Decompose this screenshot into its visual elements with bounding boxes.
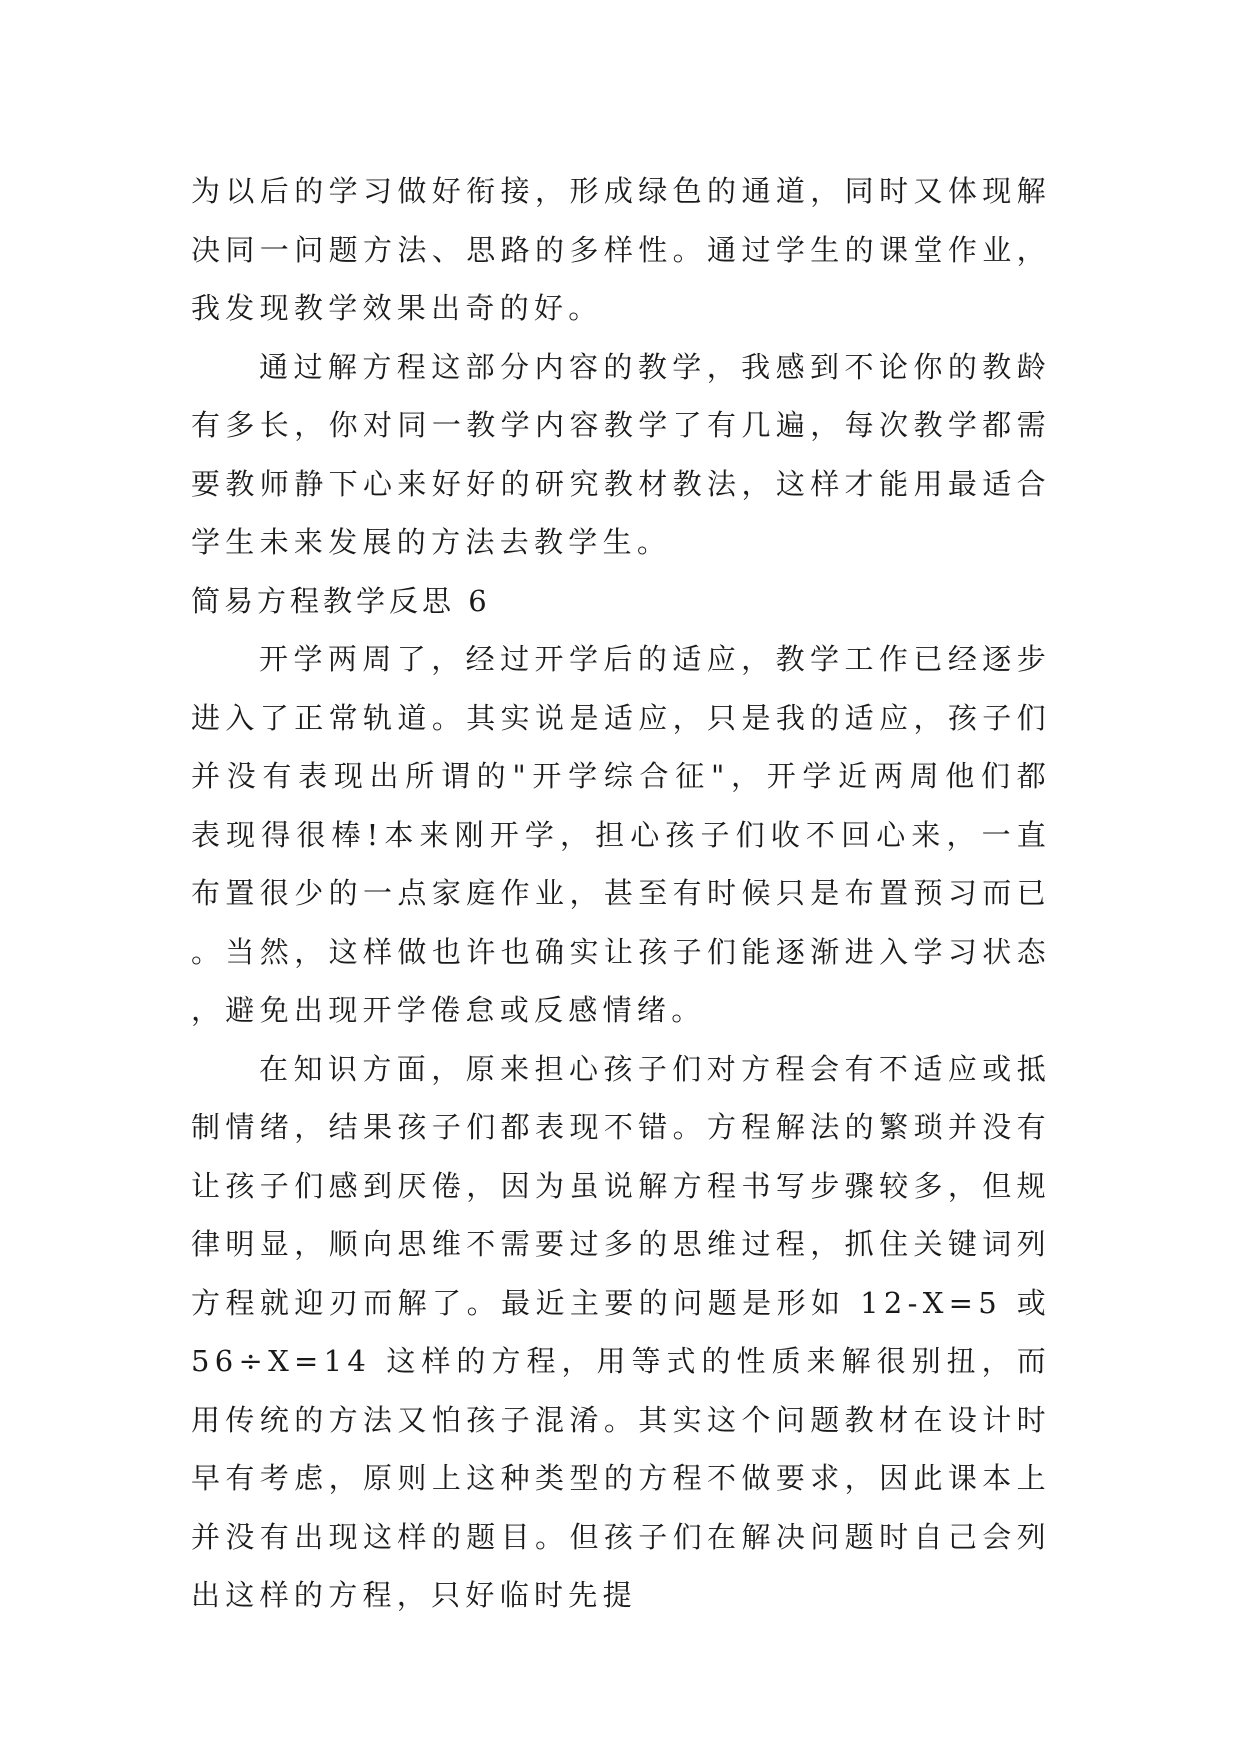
paragraph: 为以后的学习做好衔接，形成绿色的通道，同时又体现解决同一问题方法、思路的多样性。通过学生的课堂作业，我发现教学效果出奇的好。	[191, 174, 1051, 325]
paragraph: 通过解方程这部分内容的教学，我感到不论你的教龄有多长，你对同一教学内容教学了有几遍，每次教学都需要教师静下心来好好的研究教材教法，这样才能用最适合学生未来发展的方法去教学生。	[191, 349, 1051, 559]
paragraph: 在知识方面，原来担心孩子们对方程会有不适应或抵制情绪，结果孩子们都表现不错。方程解法的繁琐并没有让孩子们感到厌倦，因为虽说解方程书写步骤较多，但规律明显，顺向思维不需要过多的思维过程，抓住关键词列方程就迎刃而解了。最近主要的问题是形如 12-X=5 或 56÷X=14 这样的方程，用等式的性质来解很别扭，而用传统的方法又怕孩子混淆。其实这个问题教材在设计时早有考虑，原则上这种类型的方程不做要求，因此课本上并没有出现这样的题目。但孩子们在解决问题时自己会列出这样的方程，只好临时先提	[191, 1051, 1051, 1612]
section-title: 简易方程教学反思 6	[191, 583, 491, 618]
document-body	[191, 162, 1051, 1625]
paragraph: 开学两周了，经过开学后的适应，教学工作已经逐步进入了正常轨道。其实说是适应，只是我的适应，孩子们并没有表现出所谓的"开学综合征"，开学近两周他们都表现得很棒!本来刚开学，担心孩子们收不回心来，一直布置很少的一点家庭作业，甚至有时候只是布置预习而已。当然，这样做也许也确实让孩子们能逐渐进入学习状态，避免出现开学倦怠或反感情绪。	[191, 642, 1051, 1027]
